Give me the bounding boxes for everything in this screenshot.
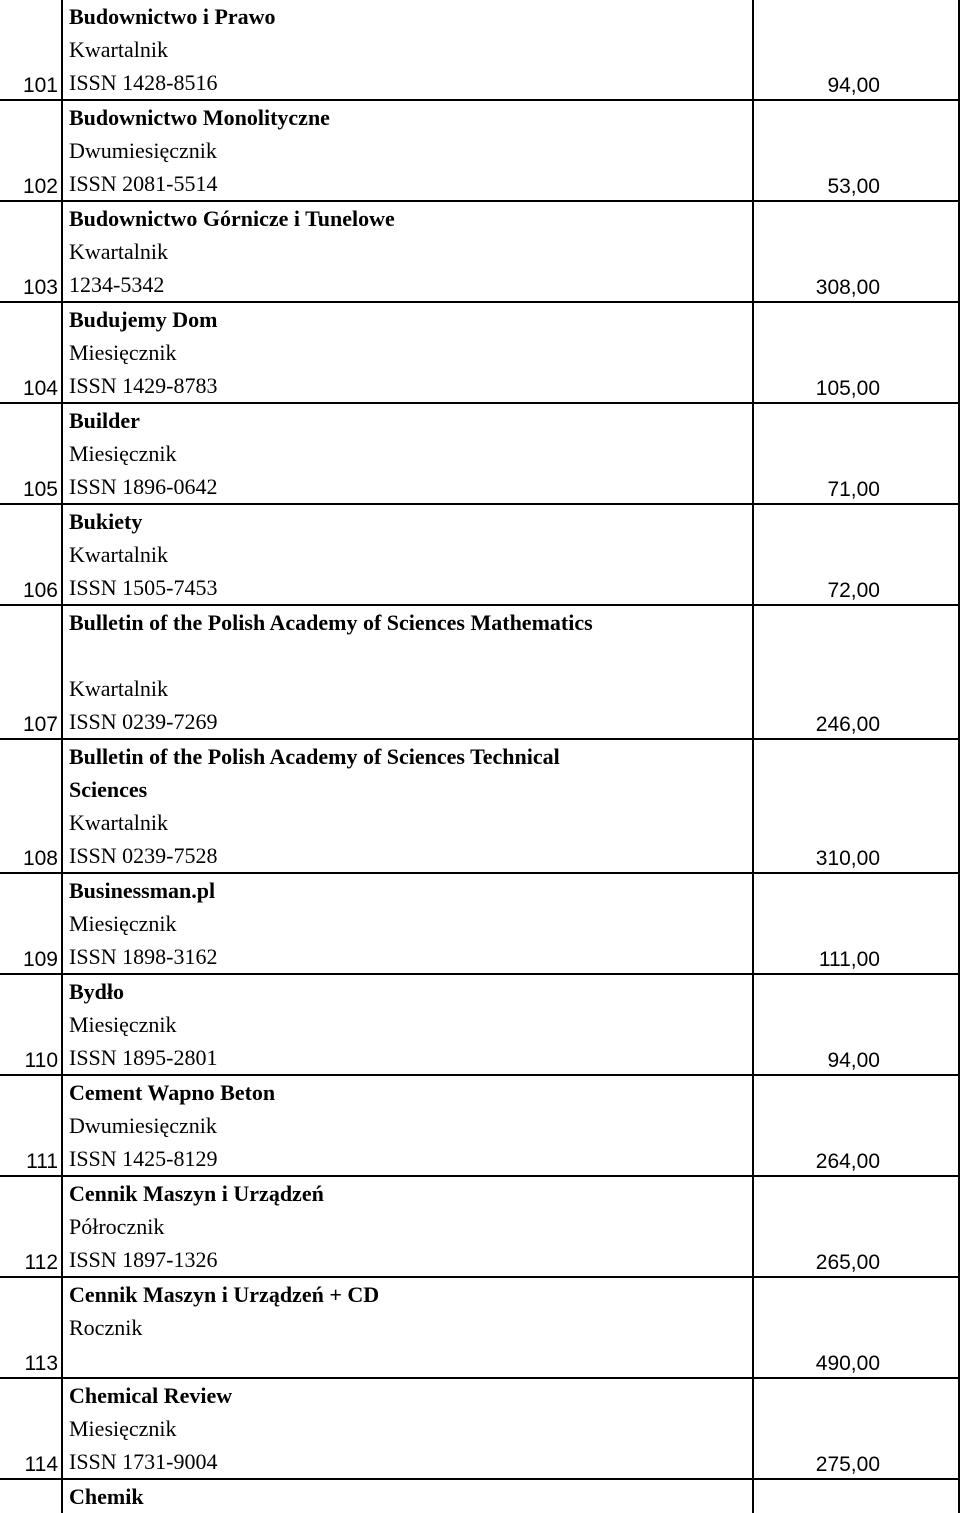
row-details [62,1378,753,1479]
journal-frequency: Kwartalnik [69,239,168,264]
table-row [0,201,959,302]
row-number: 112 [0,1176,62,1277]
row-number: 110 [0,974,62,1075]
journal-title: Builder [69,408,140,433]
row-details [62,403,753,504]
row-price: 71,00 [753,403,959,504]
journal-frequency: Rocznik [69,1315,143,1340]
journal-issn: ISSN 1428-8516 [69,70,218,95]
row-details [62,0,753,100]
table-row [0,1378,959,1479]
journal-issn: ISSN 1505-7453 [69,575,218,600]
journal-frequency: Dwumiesięcznik [69,138,217,163]
journal-title: Bukiety [69,509,143,534]
journal-frequency: Kwartalnik [69,810,168,835]
journal-title: Cennik Maszyn i Urządzeń [69,1181,324,1206]
table-row [0,1479,959,1513]
row-number: 108 [0,739,62,873]
journal-frequency: Miesięcznik [69,441,177,466]
journal-frequency: Kwartalnik [69,37,168,62]
journal-issn: ISSN 1898-3162 [69,944,218,969]
row-number: 114 [0,1378,62,1479]
row-details [62,1176,753,1277]
table-row [0,0,959,100]
journal-title: Cennik Maszyn i Urządzeń + CD [69,1282,380,1307]
table-row [0,1075,959,1176]
table-row [0,974,959,1075]
row-price: 275,00 [753,1378,959,1479]
journal-frequency: Miesięcznik [69,1012,177,1037]
journal-issn: ISSN 1896-0642 [69,474,218,499]
row-details [62,873,753,974]
journal-issn [69,1344,752,1377]
row-details [62,201,753,302]
row-number: 103 [0,201,62,302]
journal-title: Bulletin of the Polish Academy of Sciences Technical [69,744,560,769]
journal-title: Budownictwo i Prawo [69,4,276,29]
journal-issn: ISSN 1897-1326 [69,1247,218,1272]
row-price: 265,00 [753,1176,959,1277]
row-details [62,739,753,873]
row-price: 111,00 [753,873,959,974]
journal-issn: 1234-5342 [69,272,165,297]
row-details [62,1479,753,1513]
journal-frequency: Półrocznik [69,1214,165,1239]
journal-issn: ISSN 1429-8783 [69,373,218,398]
journal-title: Chemical Review [69,1383,233,1408]
row-number: 104 [0,302,62,403]
table-row [0,403,959,504]
journal-title-continued: Sciences [69,777,148,802]
table-row [0,302,959,403]
row-number: 109 [0,873,62,974]
row-price: 53,00 [753,100,959,201]
journal-title: Bulletin of the Polish Academy of Sciences Mathematics [69,610,593,635]
row-number: 113 [0,1277,62,1378]
row-price: 94,00 [753,0,959,100]
row-number: 111 [0,1075,62,1176]
row-price: 310,00 [753,739,959,873]
row-number: 107 [0,605,62,739]
table-row [0,605,959,739]
journal-title: Businessman.pl [69,878,216,903]
journal-frequency: Kwartalnik [69,676,168,701]
row-number: 105 [0,403,62,504]
journal-frequency: Miesięcznik [69,911,177,936]
journal-frequency: Kwartalnik [69,542,168,567]
row-price: 246,00 [753,605,959,739]
journal-title: Cement Wapno Beton [69,1080,276,1105]
journal-issn: ISSN 2081-5514 [69,171,218,196]
journal-issn: ISSN 0239-7528 [69,843,218,868]
row-price: 72,00 [753,504,959,605]
journal-title: Budownictwo Monolityczne [69,105,330,130]
table-row [0,1176,959,1277]
row-price: 490,00 [753,1277,959,1378]
row-details [62,302,753,403]
journal-title: Chemik [69,1484,144,1509]
journal-frequency: Miesięcznik [69,340,177,365]
row-price: 264,00 [753,1075,959,1176]
row-details [62,504,753,605]
row-details [62,974,753,1075]
blank-line [69,639,752,672]
row-details [62,1277,753,1378]
journal-title: Bydło [69,979,125,1004]
row-details [62,100,753,201]
journal-frequency: Miesięcznik [69,1416,177,1441]
row-number: 106 [0,504,62,605]
journal-issn: ISSN 1425-8129 [69,1146,218,1171]
row-number: 101 [0,0,62,100]
table-row [0,100,959,201]
row-details [62,605,753,739]
journal-issn: ISSN 1895-2801 [69,1045,218,1070]
journal-title: Budownictwo Górnicze i Tunelowe [69,206,395,231]
journal-issn: ISSN 1731-9004 [69,1449,218,1474]
row-price: 308,00 [753,201,959,302]
row-price [753,1479,959,1513]
journal-title: Budujemy Dom [69,307,218,332]
row-number [0,1479,62,1513]
table-row [0,1277,959,1378]
table-row [0,504,959,605]
row-price: 105,00 [753,302,959,403]
table-row [0,873,959,974]
row-details [62,1075,753,1176]
row-number: 102 [0,100,62,201]
table-row [0,739,959,873]
row-price: 94,00 [753,974,959,1075]
journal-issn: ISSN 0239-7269 [69,709,218,734]
journal-frequency: Dwumiesięcznik [69,1113,217,1138]
